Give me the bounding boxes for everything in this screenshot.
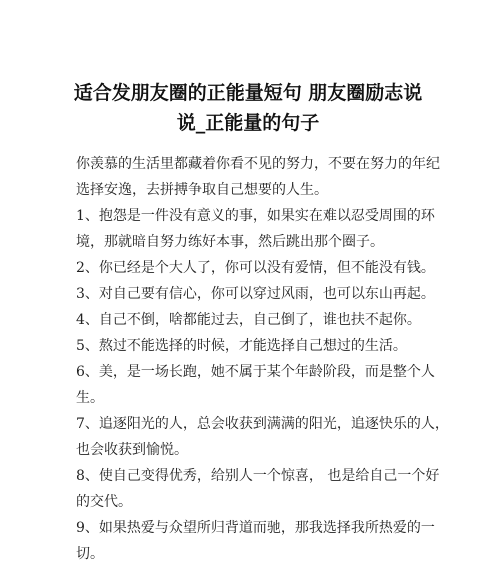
paragraph-item-9: [76, 515, 435, 561]
paragraph-item-5: [76, 333, 428, 359]
text-line: 4、自己不倒，啥都能过去，自己倒了，谁也扶不起你。: [76, 312, 421, 328]
paragraph-item-6: [76, 359, 435, 411]
text-line: 你羡慕的生活里都藏着你看不见的努力，不要在努力的年纪: [76, 156, 440, 172]
paragraph-item-2: [76, 255, 435, 281]
text-line: 7、追逐阳光的人，总会收获到满满的阳光，追逐快乐的人，: [76, 416, 449, 432]
title-line-1: 适合发朋友圈的正能量短句 朋友圈励志说: [73, 82, 423, 104]
paragraph-item-8: [76, 463, 440, 515]
paragraph-item-4: [76, 307, 428, 333]
text-line: 9、如果热爱与众望所归背道而驰，那我选择我所热爱的一: [76, 520, 435, 536]
text-line: 2、你已经是个大人了，你可以没有爱情，但不能没有钱。: [76, 260, 435, 276]
paragraph-intro: [76, 151, 440, 203]
text-line: 境，那就暗自努力练好本事，然后跳出那个圈子。: [76, 234, 384, 250]
text-line: 的交代。: [76, 494, 132, 510]
text-line: 5、熬过不能选择的时候，才能选择自己想过的生活。: [76, 338, 407, 354]
text-line: 切。: [76, 546, 104, 561]
title-line-2: 说_正能量的句子: [176, 112, 320, 134]
text-line: 8、使自己变得优秀，给别人一个惊喜， 也是给自己一个好: [76, 468, 440, 484]
document-body: [76, 151, 449, 561]
paragraph-item-7: [76, 411, 449, 463]
document-title: [40, 78, 456, 138]
text-line: 也会收获到愉悦。: [76, 442, 188, 458]
text-line: 生。: [76, 390, 104, 406]
text-line: 3、对自己要有信心，你可以穿过风雨，也可以东山再起。: [76, 286, 435, 302]
text-line: 1、抱怨是一件没有意义的事，如果实在难以忍受周围的环: [76, 208, 435, 224]
paragraph-item-3: [76, 281, 435, 307]
paragraph-item-1: [76, 203, 435, 255]
text-line: 6、美，是一场长跑，她不属于某个年龄阶段，而是整个人: [76, 364, 435, 380]
text-line: 选择安逸，去拼搏争取自己想要的人生。: [76, 182, 328, 198]
